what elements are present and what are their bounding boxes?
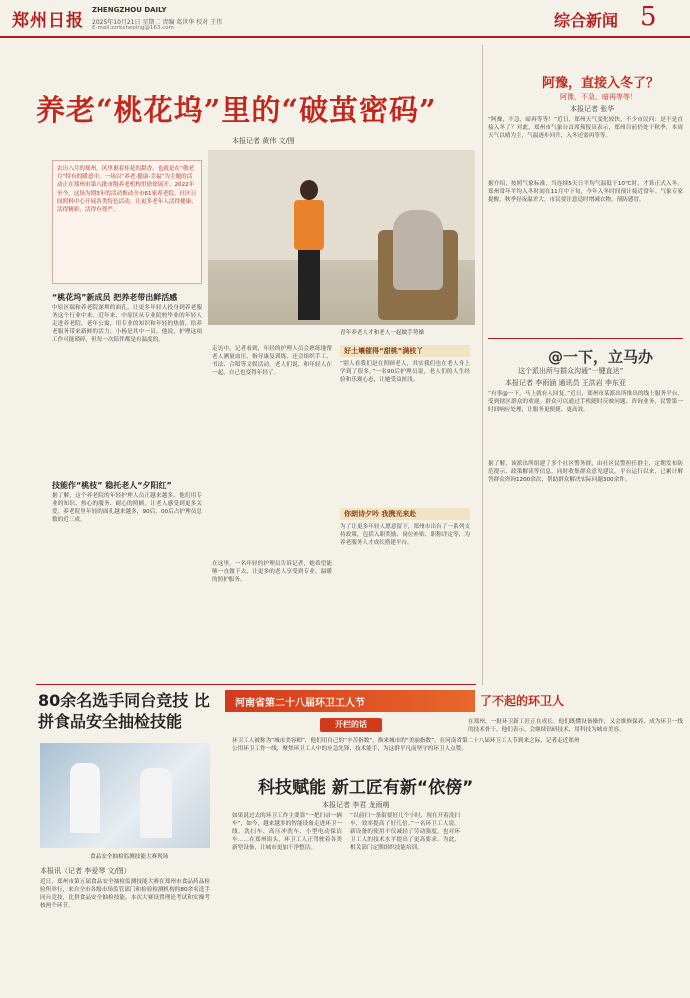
column-divider <box>482 45 483 685</box>
text-col-3a: 为了让更多年轻人愿意留下，郑州市出台了一系列支持政策，包括入职奖励、岗位补贴、职称评定等，为养老服务人才成长搭建平台。 <box>340 524 470 547</box>
right-top-byline: 本报记者 张华 <box>570 105 615 113</box>
festival-byline: 本报记者 李君 龙雨萌 <box>322 801 390 809</box>
bottom-divider <box>36 684 476 685</box>
festival-lead: 环卫工人被称为“城市美容师”，他们用自己的“辛苦指数”，换来城市的“美丽指数”。在河南省第二十八届环卫工人节到来之际，记者走近郑州公用环卫工作一线，聚焦环卫工人中的应急先锋、技术能手，为这群平凡而坚守的环卫人点赞。 <box>232 738 580 752</box>
elder-figure <box>393 210 443 290</box>
festival-headline: 科技赋能 新工匠有新“依傍” <box>258 778 474 798</box>
text-right-4: 据了解，该派出所组建了多个社区警务群，由社区民警担任群主，定期发布防范提示、政策解读等信息，同时收集群众意见建议。平台运行以来，已累计解答群众咨询1200余次，帮助群众解决实际问题300余件。 <box>488 461 683 484</box>
masthead-email: E-mail:zzrbsheping@163.com <box>92 25 174 31</box>
text-right-3: “有事@一下，马上就有人回复。”近日，郑州市某派出所推出的线上服务平台，受到辖区群众的欢迎。群众可以通过手机随时反映问题、咨询业务，民警第一时间响应处理，让服务更便捷、更高效。 <box>488 391 683 414</box>
text-bottom-left: 近日，郑州市第五届食品安全抽检监测技能大赛在郑州市食品药品检验所举行，来自全市各级市场监管部门和检验检测机构的80余名选手同台竞技，比拼食品安全抽检技能。本次大赛设置理论考试和实操考核两个环节。 <box>40 879 210 910</box>
text-col-1b: 据了解，这个养老院的年轻护理人员正越来越多。他们用专业的知识、热心的服务、耐心的照顾，让老人感受到更多关爱。养老院里年轻的面孔越来越多，90后、00后占护理员总数的近三成。 <box>52 493 202 524</box>
text-col-2b: “别人看我们是在照顾老人，其实我们也在老人身上学到了很多。”一名90后护理员说，老人们的人生经验和乐观心态，让她受益匪浅。 <box>340 361 470 384</box>
right-mid-subline: 这个派出所与群众沟通“一键直达” <box>518 367 624 375</box>
subhead-4: 你朗诗夕吟 我携光来赴 <box>340 508 470 520</box>
section-title: 综合新闻 <box>554 11 619 30</box>
newspaper-logo: 郑州日报 <box>12 11 84 31</box>
bottom-left-byline: 本报讯（记者 李爱琴 文/图） <box>40 867 131 875</box>
main-photo <box>208 150 475 325</box>
festival-banner-text: 河南省第二十八届环卫工人节 <box>235 698 365 709</box>
right-top-subline: 阿豫，不急，暗再等等！ <box>560 93 637 101</box>
caregiver-figure <box>288 180 332 320</box>
masthead-date: 2025年10月21日 星期二 责编 葛世华 校对 王伟 <box>92 19 223 26</box>
festival-banner <box>225 690 475 712</box>
masthead <box>0 0 690 38</box>
text-col-2a: 走访中，记者看到，年轻的护理人员会熟练地帮老人测量血压、指导康复训练，还会组织手工、书法、合唱等文娱活动。老人们说，和年轻人在一起，自己也变得年轻了。 <box>212 346 332 377</box>
lab-photo-caption: 食品安全抽检监测技能大赛现场 <box>90 854 169 860</box>
right-mid-byline: 本报记者 李雨涵 通讯员 王洪岩 李东亚 <box>505 379 626 387</box>
page-number: 5 <box>640 2 657 32</box>
text-right-2: 据介绍，按照气象标准，当连续5天日平均气温低于10℃时，才算正式入冬。郑州常年平均入冬时间在11月中下旬，今年入冬时间预计接近常年。气象专家提醒，秋季昼夜温差大，市民要注意适时增减衣物，预防感冒。 <box>488 181 683 204</box>
right-mid-headline: @一下，立马办 <box>548 348 654 366</box>
lab-photo <box>40 743 210 848</box>
subhead-3: 好土壤催得“甜桃”满枝丫 <box>340 345 470 357</box>
text-col-1a: 中原区瑞和养老院深圳的面孔，让更多年轻人投身到养老服务这个行业中来。近年来，中原区从专业院校毕业的年轻人走进养老院、老年公寓，用专业的知识和年轻的热情，给养老服务带来新鲜的活力。小杨是其中一员。他说，护理这项工作可能琐碎，但每一次陪伴都是有温度的。 <box>52 305 202 344</box>
bottom-left-headline: 80余名选手同台竞技 比拼食品安全抽检技能 <box>38 691 210 731</box>
subhead-2: 技能作“桃枝” 稳托老人“夕阳红” <box>52 481 172 490</box>
text-right-1: “阿豫，不急，暗再等等！”近日，郑州天气变化较快，不少市民问：是不是直接入冬了？对此，郑州市气象台首席预报员表示，郑州目前仍处于秋季，本周天气以晴为主，气温逐步回升，入冬还需再等等。 <box>488 117 683 140</box>
festival-right-title: 了不起的环卫人 <box>480 694 565 708</box>
text-fest-3: 在郑州，一批环卫新工匠正在成长。他们既懂设备操作，又会维修保养，成为环卫一线的技术骨干。他们表示，会继续钻研技术，用科技为城市美容。 <box>468 719 683 734</box>
main-byline: 本报记者 黄伟 文/图 <box>232 137 295 145</box>
photo-caption: 青年养老人才和老人一起做手势操 <box>340 330 424 336</box>
masthead-english: ZHENGZHOU DAILY <box>92 6 167 14</box>
text-fest-1: 如果说过去的环卫工作主要靠“一把扫帚一辆车”，如今，越来越多的智能设备走进环卫一线。洗扫车、高压冲洗车、小型电动保洁车……在郑州街头，环卫工人正驾驶着各类新型设备，让城市更加干净整洁。 <box>232 813 342 852</box>
lead-box: 农历八月的郑州，风里裹着桂花的甜香。也就是在“敬老月”特有的暖意中，一场以“养老·健康·幸福”为主题的活动正在郑州市第八批市级养老机构里徐徐展开。2022年至今，这场为期3年的活动推动全市61家养老院、社区日间照料中心开展各类特色活动，让更多老年人活得健康、活得精彩、活得有尊严。 <box>52 160 202 284</box>
text-col-3b: 在这里，一名年轻的护理员告诉记者，她希望能够一直做下去，让更多的老人享受到专业、温暖的照护服务。 <box>212 561 332 584</box>
subhead-1: “桃花坞”新成员 把养老带出鲜活感 <box>52 293 178 302</box>
main-headline: 养老“桃花坞”里的“破茧密码” <box>36 93 437 127</box>
column-opening-tag: 开栏的话 <box>320 718 382 732</box>
right-divider <box>488 338 683 339</box>
text-fest-2: “以前扫一条街要好几个小时，现在开着洗扫车，效率提高了好几倍。”一名环卫工人说。新设备的使用不仅减轻了劳动强度，也对环卫工人的技术水平提出了更高要求。为此，相关部门定期组织技能培训。 <box>350 813 460 852</box>
right-top-headline: 阿豫，直接入冬了？ <box>542 76 660 91</box>
